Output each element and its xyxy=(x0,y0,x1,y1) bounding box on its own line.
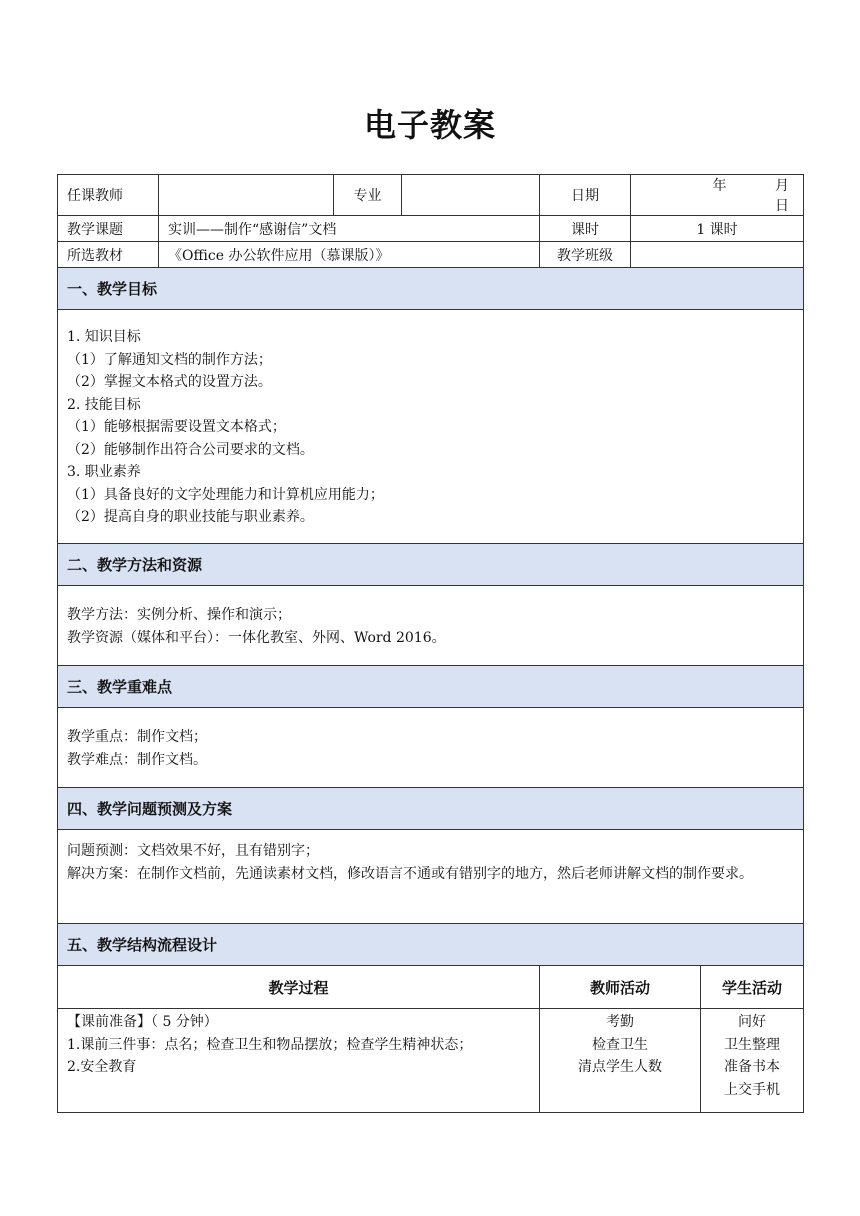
flow-student-cell xyxy=(701,1009,804,1113)
goals-line: （2）能够制作出符合公司要求的文档。 xyxy=(67,441,314,458)
flow-teacher-cell xyxy=(540,1009,701,1113)
methods-line: 教学方法：实例分析、操作和演示； xyxy=(67,607,291,623)
goals-line: （2）掌握文本格式的设置方法。 xyxy=(67,374,272,390)
goals-line: （1）具备良好的文字处理能力和计算机应用能力； xyxy=(67,486,384,503)
process-line: 【课前准备】（ 5 分钟） xyxy=(67,1014,218,1030)
teacher-activity: 检查卫生 xyxy=(592,1036,648,1053)
goals-line: （2）提高自身的职业技能与职业素养。 xyxy=(67,509,314,525)
section-methods-heading: 二、教学方法和资源 xyxy=(58,544,804,586)
keypoints-line: 教学难点：制作文档。 xyxy=(67,751,207,768)
hours-label: 课时 xyxy=(540,216,631,242)
student-activity: 准备书本 xyxy=(724,1059,780,1075)
keypoints-line: 教学重点：制作文档； xyxy=(67,729,207,745)
date-month: 月 xyxy=(775,178,789,194)
section-flow-heading: 五、教学结构流程设计 xyxy=(58,924,804,966)
student-activity: 问好 xyxy=(738,1014,766,1030)
section-goals-heading: 一、教学目标 xyxy=(58,268,804,310)
goals-line: 3. 职业素养 xyxy=(67,464,141,480)
date-label: 日期 xyxy=(540,175,631,216)
date-day: 日 xyxy=(775,198,789,214)
section-methods-body xyxy=(58,586,804,666)
goals-line: 1. 知识目标 xyxy=(67,329,141,345)
flow-col-student: 学生活动 xyxy=(701,966,804,1009)
topic-value: 实训——制作“感谢信”文档 xyxy=(159,216,540,242)
student-activity: 上交手机 xyxy=(724,1081,780,1098)
teacher-activity: 清点学生人数 xyxy=(578,1059,662,1075)
goals-line: （1）了解通知文档的制作方法； xyxy=(67,351,272,368)
section-keypoints-heading: 三、教学重难点 xyxy=(58,666,804,708)
section-goals-body xyxy=(58,310,804,544)
process-line: 1.课前三件事：点名；检查卫生和物品摆放；检查学生精神状态； xyxy=(67,1036,473,1053)
methods-line: 教学资源（媒体和平台）：一体化教室、外网、Word 2016。 xyxy=(67,629,446,646)
flow-process-cell xyxy=(58,1009,540,1113)
major-value[interactable] xyxy=(402,175,540,216)
header-row-topic xyxy=(58,216,804,242)
teacher-activity: 考勤 xyxy=(606,1014,634,1030)
textbook-label: 所选教材 xyxy=(58,242,159,268)
goals-line: 2. 技能目标 xyxy=(67,396,141,413)
header-row-teacher xyxy=(58,175,804,216)
problems-line: 解决方案：在制作文档前，先通读素材文档，修改语言不通或有错别字的地方，然后老师讲解文档的制作要求。 xyxy=(67,865,753,882)
class-label: 教学班级 xyxy=(540,242,631,268)
flow-col-process: 教学过程 xyxy=(58,966,540,1009)
hours-value: 1 课时 xyxy=(631,216,804,242)
page-title: 电子教案 xyxy=(363,106,496,144)
problems-line: 问题预测：文档效果不好，且有错别字； xyxy=(67,843,319,859)
topic-label: 教学课题 xyxy=(58,216,159,242)
date-value[interactable] xyxy=(631,175,804,216)
lesson-plan-table xyxy=(57,174,804,1113)
textbook-value: 《Office 办公软件应用（慕课版）》 xyxy=(159,242,540,268)
goals-line: （1）能够根据需要设置文本格式； xyxy=(67,419,286,435)
date-year: 年 xyxy=(712,178,727,194)
process-line: 2.安全教育 xyxy=(67,1059,137,1075)
flow-col-teacher: 教师活动 xyxy=(540,966,701,1009)
header-row-textbook xyxy=(58,242,804,268)
class-value[interactable] xyxy=(631,242,804,268)
section-problems-body xyxy=(58,830,804,924)
teacher-value[interactable] xyxy=(159,175,334,216)
section-problems-heading: 四、教学问题预测及方案 xyxy=(58,788,804,830)
teacher-label: 任课教师 xyxy=(58,175,159,216)
section-keypoints-body xyxy=(58,708,804,788)
student-activity: 卫生整理 xyxy=(724,1036,780,1053)
major-label: 专业 xyxy=(334,175,402,216)
